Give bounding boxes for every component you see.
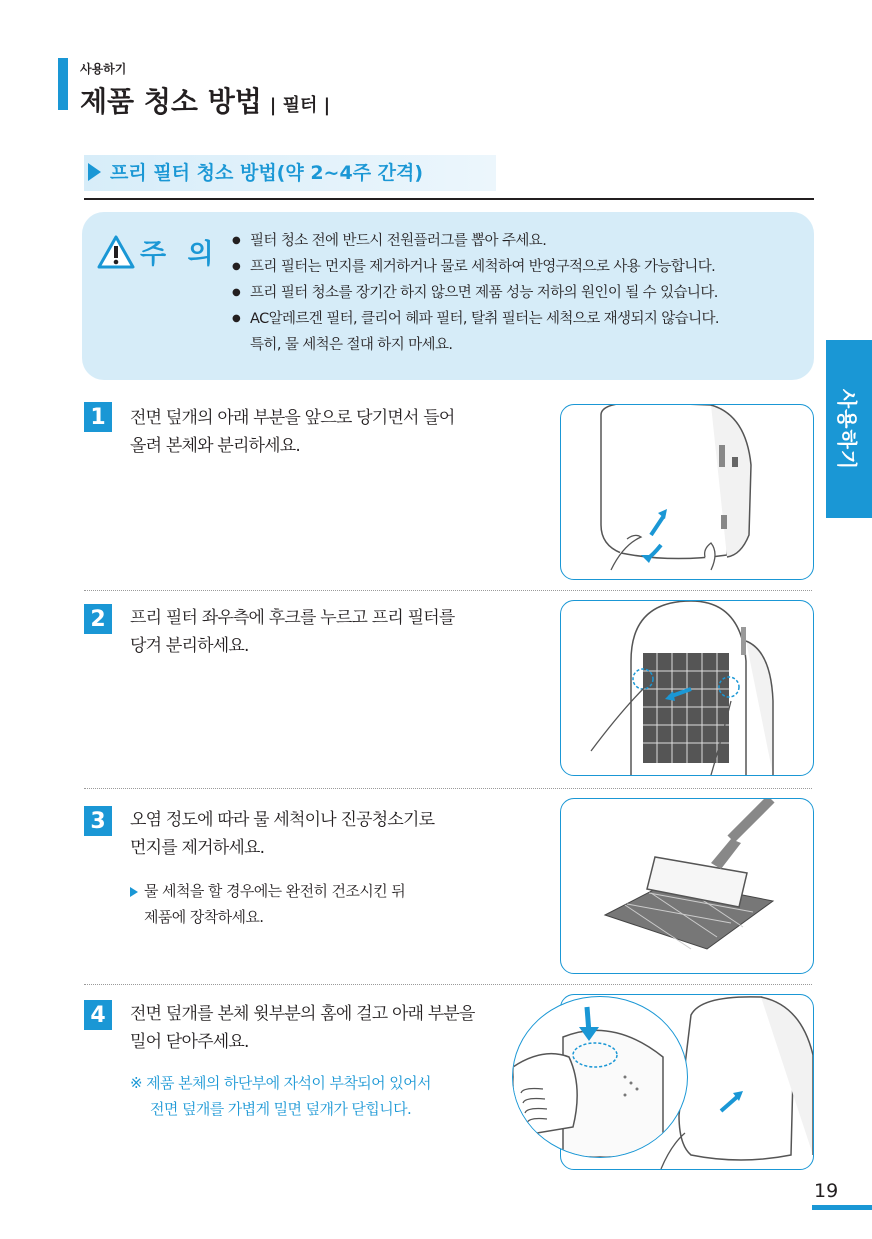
- section-accent-bar: [58, 58, 68, 110]
- step-4-line: 밀어 닫아주세요.: [130, 1032, 249, 1052]
- step-divider: [84, 984, 812, 985]
- side-tab-label: 사용하기: [835, 388, 860, 470]
- page-title: [80, 80, 330, 120]
- caution-label: [96, 232, 220, 271]
- step-1-text: [130, 404, 454, 460]
- step-1-line: 전면 덮개의 아래 부분을 앞으로 당기면서 들어: [130, 408, 455, 428]
- step-2-line: 당겨 분리하세요.: [130, 636, 249, 656]
- step-number-1: 1: [84, 402, 112, 432]
- page-title-sub: | 필터 |: [269, 95, 331, 116]
- step-3-line: 먼지를 제거하세요.: [130, 838, 265, 858]
- step-4-zoom-circle: [512, 996, 688, 1158]
- step-4-line: 전면 덮개를 본체 윗부분의 홈에 걸고 아래 부분을: [130, 1004, 475, 1024]
- section-heading: 프리 필터 청소 방법(약 2~4주 간격): [110, 162, 424, 184]
- caution-list: [232, 228, 802, 358]
- step-number-3: 3: [84, 806, 112, 836]
- step-3-text: [130, 806, 434, 862]
- caution-item: ● 필터 청소 전에 반드시 전원플러그를 뽑아 주세요.: [232, 228, 802, 254]
- caution-item: ● 프리 필터 청소를 장기간 하지 않으면 제품 성능 저하의 원인이 될 수 있습니다.: [232, 280, 802, 306]
- caution-item-continuation: 특히, 물 세척은 절대 하지 마세요.: [250, 337, 453, 353]
- step-2-illustration: [560, 600, 814, 776]
- warning-triangle-icon: [96, 234, 136, 270]
- caution-item: ● 프리 필터는 먼지를 제거하거나 물로 세척하여 반영구적으로 사용 가능합니다.: [232, 254, 802, 280]
- page-title-main: 제품 청소 방법: [80, 85, 262, 118]
- step-2-line: 프리 필터 좌우측에 후크를 누르고 프리 필터를: [130, 608, 455, 628]
- step-number-4: 4: [84, 1000, 112, 1030]
- heading-arrow-icon: [88, 163, 101, 181]
- step-3-subnote: [130, 878, 405, 930]
- section-label: 사용하기: [80, 62, 127, 76]
- step-1-illustration: [560, 404, 814, 580]
- step-4-note-line: ※ 제품 본체의 하단부에 자석이 부착되어 있어서: [130, 1074, 431, 1092]
- step-4-note: [130, 1070, 431, 1122]
- purifier-cover-lift-illustration: [561, 405, 813, 579]
- step-2-text: [130, 604, 454, 660]
- step-4-text: [130, 1000, 475, 1056]
- step-divider: [84, 788, 812, 789]
- step-number-2: 2: [84, 604, 112, 634]
- page-number: 19: [814, 1180, 839, 1202]
- caution-word: 주 의: [140, 239, 220, 270]
- step-divider: [84, 590, 812, 591]
- step-3-sub-line: 물 세척을 할 경우에는 완전히 건조시킨 뒤: [144, 882, 406, 900]
- vacuum-filter-illustration: [561, 799, 813, 973]
- zoom-detail-illustration: [513, 997, 687, 1157]
- heading-divider: [84, 198, 814, 200]
- step-3-sub-line: 제품에 장착하세요.: [144, 908, 264, 926]
- prefilter-removal-illustration: [561, 601, 813, 775]
- sub-arrow-icon: [130, 887, 138, 897]
- side-tab-label-wrap: [826, 340, 872, 518]
- page-number-rule: [812, 1205, 872, 1210]
- step-3-line: 오염 정도에 따라 물 세척이나 진공청소기로: [130, 810, 435, 830]
- step-1-line: 올려 본체와 분리하세요.: [130, 436, 301, 456]
- step-3-illustration: [560, 798, 814, 974]
- step-4-note-line: 전면 덮개를 가볍게 밀면 덮개가 닫힙니다.: [150, 1100, 412, 1118]
- caution-item: ● AC알레르겐 필터, 클리어 헤파 필터, 탈취 필터는 세척으로 재생되지 않습니다.: [232, 306, 802, 332]
